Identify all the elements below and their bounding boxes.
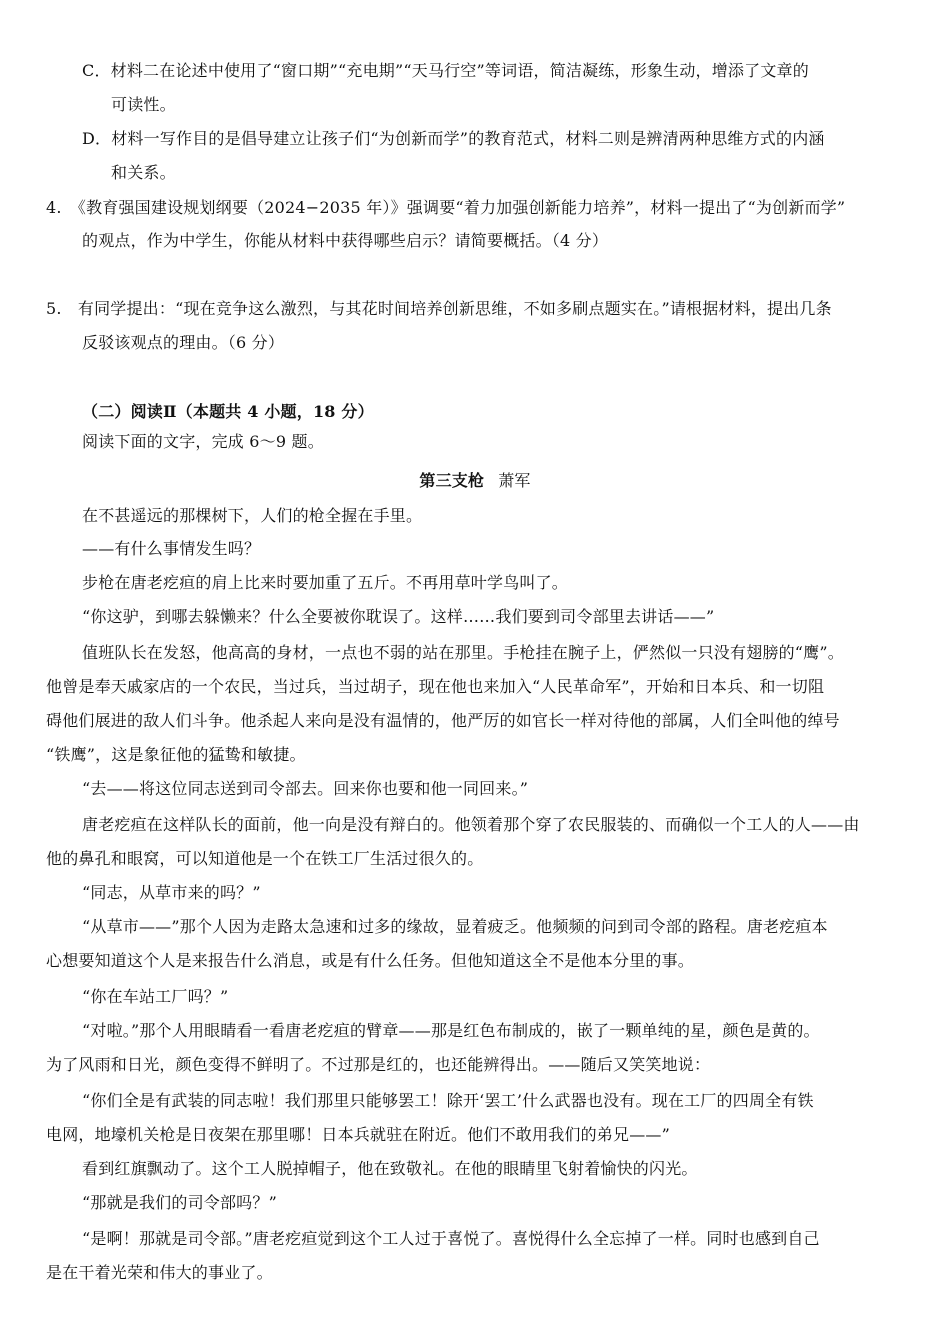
passage-line: “那就是我们的司令部吗？”	[82, 1193, 277, 1212]
passage-line: “你这驴，到哪去躲懒来？什么全要被你耽误了。这样……我们要到司令部里去讲话——”	[82, 607, 715, 626]
passage-line: 步枪在唐老疙疸的肩上比来时要加重了五斤。不再用草叶学鸟叫了。	[82, 573, 569, 592]
option-d-line-2: 和关系。	[111, 163, 176, 182]
passage-line: 他曾是奉天戚家店的一个农民，当过兵，当过胡子，现在他也来加入“人民革命军”，开始和日本兵、和一切阻	[46, 677, 825, 696]
passage-line: “对啦。”那个人用眼睛看一看唐老疙疸的臂章——那是红色布制成的，嵌了一颗单纯的星，颜色是黄的。	[82, 1021, 820, 1040]
passage-line: “铁鹰”，这是象征他的猛鸷和敏捷。	[46, 745, 306, 764]
question-5-line-2: 反驳该观点的理由。（6 分）	[82, 333, 285, 352]
passage-line: 电网，地壕机关枪是日夜架在那里哪！日本兵就驻在附近。他们不敢用我们的弟兄——”	[46, 1125, 670, 1144]
option-c-line-1: C．材料二在论述中使用了“窗口期”“充电期”“天马行空”等词语，简洁凝练，形象生动，增添了文章的	[82, 61, 809, 80]
option-c-line-2: 可读性。	[111, 95, 176, 114]
passage-line: 他的鼻孔和眼窝，可以知道他是一个在铁工厂生活过很久的。	[46, 849, 484, 868]
passage-line: “去——将这位同志送到司令部去。回来你也要和他一同回来。”	[82, 779, 529, 798]
option-d-line-1: D．材料一写作目的是倡导建立让孩子们“为创新而学”的教育范式，材料二则是辨清两种思维方式的内涵	[82, 129, 825, 148]
passage-line: 碍他们展进的敌人们斗争。他杀起人来向是没有温情的，他严厉的如官长一样对待他的部属，人们全叫他的绰号	[46, 711, 840, 730]
section-instruction: 阅读下面的文字，完成 6～9 题。	[82, 432, 324, 451]
question-4-line-2: 的观点，作为中学生，你能从材料中获得哪些启示？请简要概括。（4 分）	[82, 231, 609, 250]
passage-line: 为了风雨和日光，颜色变得不鲜明了。不过那是红的，也还能辨得出。——随后又笑笑地说：	[46, 1055, 711, 1074]
question-4-line-1: 4. 《教育强国建设规划纲要（2024−2035 年）》强调要“着力加强创新能力培养”，材料一提出了“为创新而学”	[46, 198, 846, 217]
passage-line: “从草市——”那个人因为走路太急速和过多的缘故，显着疲乏。他频频的问到司令部的路程。唐老疙疸本	[82, 917, 828, 936]
passage-author: 萧军	[498, 471, 531, 490]
passage-line: “同志，从草市来的吗？”	[82, 883, 261, 902]
passage-title: 第三支枪	[419, 471, 485, 490]
section-heading: （二）阅读Ⅱ（本题共 4 小题，18 分）	[82, 402, 374, 421]
passage-line: 唐老疙疸在这样队长的面前，他一向是没有辩白的。他领着那个穿了农民服装的、而确似一个工人的人——由	[82, 815, 860, 834]
passage-line: 看到红旗飘动了。这个工人脱掉帽子，他在致敬礼。在他的眼睛里飞射着愉快的闪光。	[82, 1159, 698, 1178]
passage-line: 心想要知道这个人是来报告什么消息，或是有什么任务。但他知道这全不是他本分里的事。	[46, 951, 695, 970]
passage-line: ——有什么事情发生吗？	[82, 539, 261, 558]
passage-line: “你在车站工厂吗？”	[82, 987, 229, 1006]
question-5-line-1: 5. 有同学提出：“现在竞争这么激烈，与其花时间培养创新思维，不如多刷点题实在。”请根据材料，提出几条	[46, 299, 832, 318]
passage-line: 是在干着光荣和伟大的事业了。	[46, 1263, 273, 1282]
passage-line: 在不甚遥远的那棵树下，人们的枪全握在手里。	[82, 506, 423, 525]
passage-line: 值班队长在发怒，他高高的身材，一点也不弱的站在那里。手枪挂在腕子上，俨然似一只没有翅膀的“鹰”。	[82, 643, 844, 662]
passage-line: “你们全是有武装的同志啦！我们那里只能够罢工！除开‘罢工’什么武器也没有。现在工厂的四周全有铁	[82, 1091, 814, 1110]
passage-title-line	[0, 470, 950, 492]
passage-line: “是啊！那就是司令部。”唐老疙疸觉到这个工人过于喜悦了。喜悦得什么全忘掉了一样。同时也感到自己	[82, 1229, 820, 1248]
